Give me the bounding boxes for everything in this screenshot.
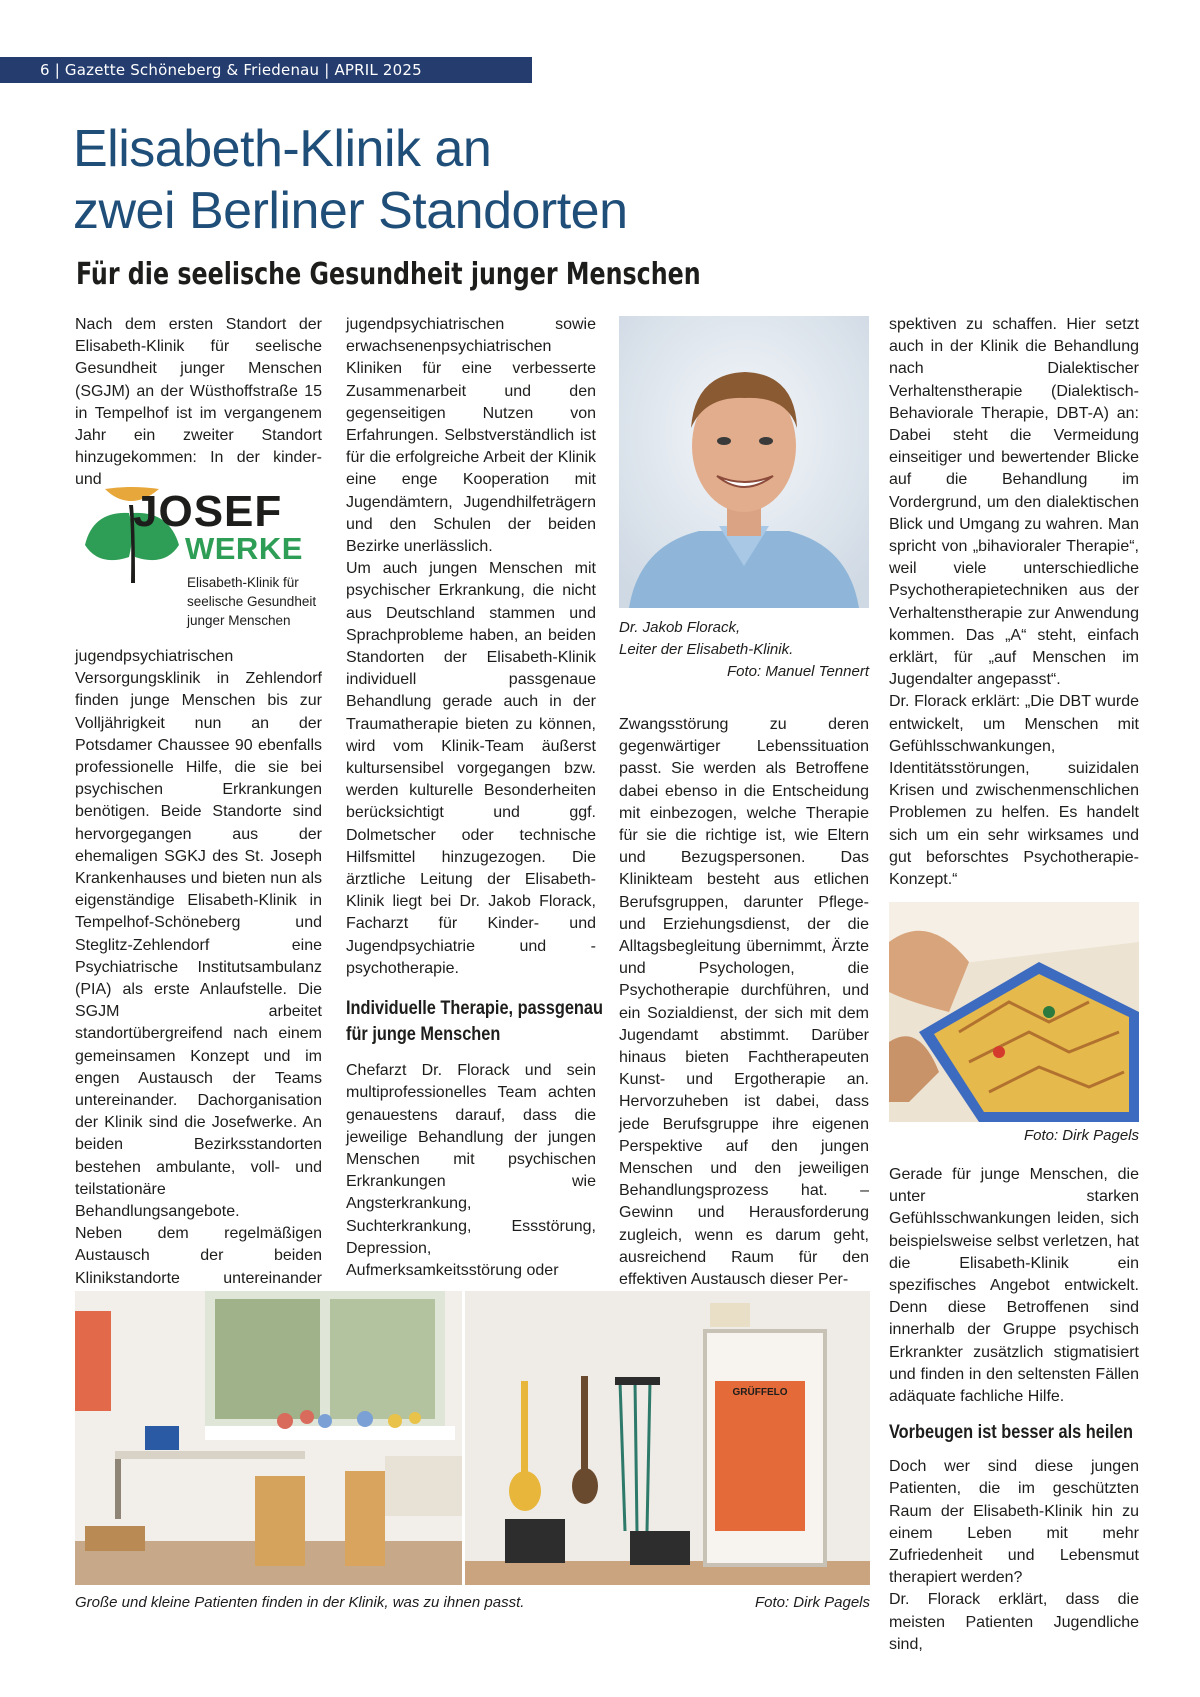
column-1-top [75, 314, 322, 492]
page-header-bar: 6 | Gazette Schöneberg & Friedenau | APRIL 2025 [0, 57, 532, 83]
portrait-caption-role: Leiter der Elisabeth-Klinik. [619, 641, 794, 658]
title-line-1: Elisabeth-Klinik an [73, 120, 492, 178]
col2-subhead-line-1: Individuelle Therapie, passgenau [346, 998, 603, 1020]
col4-subhead: Vorbeugen ist besser als heilen [889, 1422, 1133, 1444]
col4-paragraph-3: Gerade für junge Menschen, die unter starken Gefühlsschwankungen leiden, sich beispielsweise selbst verletzen, hat die Elisabeth-Klinik ein spezifisches Angebot entwickelt. Denn diese Betroffenen sind innerhalb der Gruppe psychisch Erkrankter zusätzlich stigmatisiert und finden in den seltensten Fällen adäquate fachliche Hilfe. [889, 1166, 1139, 1406]
article-subtitle: Für die seelische Gesundheit junger Menschen [76, 257, 701, 292]
portrait-illustration [619, 316, 869, 608]
column-4-top [889, 314, 1139, 891]
board-game-credit: Foto: Dirk Pagels [1023, 1127, 1139, 1144]
logo-subtitle-line-2: seelische Gesundheit [187, 594, 317, 609]
column-4-bottom [889, 1164, 1139, 1656]
col1-paragraph-2: jugendpsychiatrischen Versorgungsklinik in Zehlendorf finden junge Menschen bis zur Volljährigkeit nun an der Potsdamer Chaussee 90 ebenfalls professionelle Hilfe, die sie bei psychischen Erkrankungen benötigen. Beide Standorte sind hervorgegangen aus der ehemaligen SGKJ des St. Joseph Krankenhauses und bieten nun als eigenständige Elisabeth-Klinik in Tempelhof-Schöneberg und Steglitz-Zehlendorf eine Psychiatrische Institutsambulanz (PIA) als erste Anlaufstelle. Die SGJM arbeitet standortübergreifend nach einem gemeinsamen Konzept und im engen Austausch der Teams untereinander. Dachorganisation der Klinik sind die Josefwerke. An beiden Bezirksstandorten bestehen ambulante, voll- und teilstationäre Behandlungsangebote. [75, 648, 322, 1221]
logo-subtitle-line-3: junger Menschen [187, 613, 291, 628]
portrait-photo [619, 316, 869, 608]
col1-paragraph-1: Nach dem ersten Standort der Elisabeth-Klinik für seelische Gesundheit junger Menschen (SGJM) an der Wüsthoffstraße 15 in Tempelhof ist im vergangenem Jahr ein zweiter Standort hinzugekommen: In der kinder- und [75, 316, 322, 489]
article-title [73, 118, 893, 242]
portrait-caption [619, 617, 869, 683]
col2-subhead-line-2: für junge Menschen [346, 1024, 501, 1046]
room-right-illustration [465, 1291, 870, 1585]
col4-paragraph-2: Dr. Florack erklärt: „Die DBT wurde entwickelt, um Menschen mit Gefühlsschwankungen, Identitätsstörungen, suizidalen Krisen und zwischenmenschlichen Problemen zu helfen. Es handelt sich um ein sehr wirksames und gut beforschtes Psychotherapie-Konzept.“ [889, 693, 1139, 889]
portrait-caption-name: Dr. Jakob Florack, [619, 619, 741, 636]
col2-paragraph-3: Chefarzt Dr. Florack und sein multiprofessionelles Team achten genauestens darauf, dass die jeweilige Behandlung der jungen Menschen mit psychischen Erkrankungen wie Angsterkrankung, Suchterkrankung, Essstörung, Depression, Aufmerksamkeitsstörung oder [346, 1062, 596, 1279]
col4-paragraph-4: Doch wer sind diese jungen Patienten, die im geschützten Raum der Elisabeth-Klinik hin zu einem Leben mit mehr Zufriedenheit und Lebensmut therapiert werden? [889, 1458, 1139, 1587]
col2-paragraph-1: jugendpsychiatrischen sowie erwachsenenpsychiatrischen Kliniken für eine verbesserte Zusammenarbeit und den gegenseitigen Nutzen von Erfahrungen. Selbstverständlich ist für die erfolgreiche Arbeit der Klinik eine enge Kooperation mit Jugendämtern, Jugendhilfeträgern und den Schulen der beiden Bezirke unerlässlich. [346, 316, 596, 556]
room-photo-right [465, 1291, 870, 1585]
board-game-photo [889, 902, 1139, 1122]
logo-subtitle [187, 573, 316, 630]
logo-brand-josef: JOSEF [133, 487, 283, 536]
col4-paragraph-5: Dr. Florack erklärt, dass die meisten Patienten Jugendliche sind, [889, 1591, 1139, 1653]
josefwerke-logo [75, 487, 325, 637]
room-left-illustration [75, 1291, 462, 1585]
column-1-bottom [75, 646, 322, 1334]
col3-paragraph-1: Zwangsstörung zu deren gegenwärtiger Lebenssituation passt. Sie werden als Betroffene dabei ebenso in die Entscheidung mit einbezogen, welche Therapie für sie die richtige ist, wie Eltern und Bezugspersonen. Das Klinikteam besteht aus etlichen Berufsgruppen, darunter Pflege- und Erziehungsdienst, der die Alltagsbegleitung übernimmt, Ärzte und Psychologen, die Psychotherapie durchführen, und ein Sozialdienst, der sich mit dem Jugendamt abstimmt. Darüber hinaus bieten Fachtherapeuten Kunst- und Ergotherapie an. Hervorzuheben ist dabei, dass jede Berufsgruppe ihre eigenen Perspektive auf den jungen Menschen und den jeweiligen Behandlungsprozess hat. – Gewinn und Herausforderung zugleich, wenn es darum geht, ausreichend Raum für den effektiven Austausch dieser Per- [619, 716, 869, 1289]
logo-brand-werke: WERKE [185, 531, 303, 566]
title-line-2: zwei Berliner Standorten [73, 182, 628, 240]
grueffelo-sign: GRÜFFELO [732, 1387, 788, 1398]
room-photo-left [75, 1291, 462, 1585]
column-2 [346, 314, 603, 1282]
portrait-caption-credit: Foto: Manuel Tennert [726, 663, 869, 680]
col4-paragraph-1: spektiven zu schaffen. Hier setzt auch in der Klinik die Behandlung nach Dialektischer Verhaltenstherapie (Dialektisch-Behaviorale Therapie, DBT-A) an: Dabei steht die Vermeidung einseitiger und bewertender Blicke auf die Behandlung im Vordergrund, um den dialektischen Blick und Umgang zu wahren. Man spricht von „bihavioraler Therapie“, weil viele unterschiedliche Psychotherapietechniken aus der Verhaltenstherapie zur Anwendung kommen. Das „A“ steht, einfach erklärt, für „auf Menschen im Jugendalter angepasst“. [889, 316, 1139, 689]
bottom-photo-caption: Große und kleine Patienten finden in der Klinik, was zu ihnen passt. [75, 1594, 525, 1611]
logo-subtitle-line-1: Elisabeth-Klinik für [187, 575, 299, 590]
column-3 [619, 714, 869, 1291]
col1-paragraph-3: Neben dem regelmäßigen Austausch der beiden Klinikstandorte untereinander [75, 1225, 322, 1287]
col2-paragraph-2: Um auch jungen Menschen mit psychischer Erkrankung, die nicht aus Deutschland stammen und Sprachprobleme haben, an beiden Standorten der Elisabeth-Klinik individuell passgenaue Behandlung gerade auch in der Traumatherapie bieten zu können, wird vom Klinik-Team äußerst kultursensibel vorgegangen bzw. werden kulturelle Besonderheiten berücksichtigt und ggf. Dolmetscher oder technische Hilfsmittel hinzugezogen. Die ärztliche Leitung der Elisabeth-Klinik liegt bei Dr. Jakob Florack, Facharzt für Kinder- und Jugendpsychiatrie und -psychotherapie. [346, 560, 596, 977]
bottom-photo-credit: Foto: Dirk Pagels [754, 1594, 870, 1611]
board-game-illustration [889, 902, 1139, 1122]
